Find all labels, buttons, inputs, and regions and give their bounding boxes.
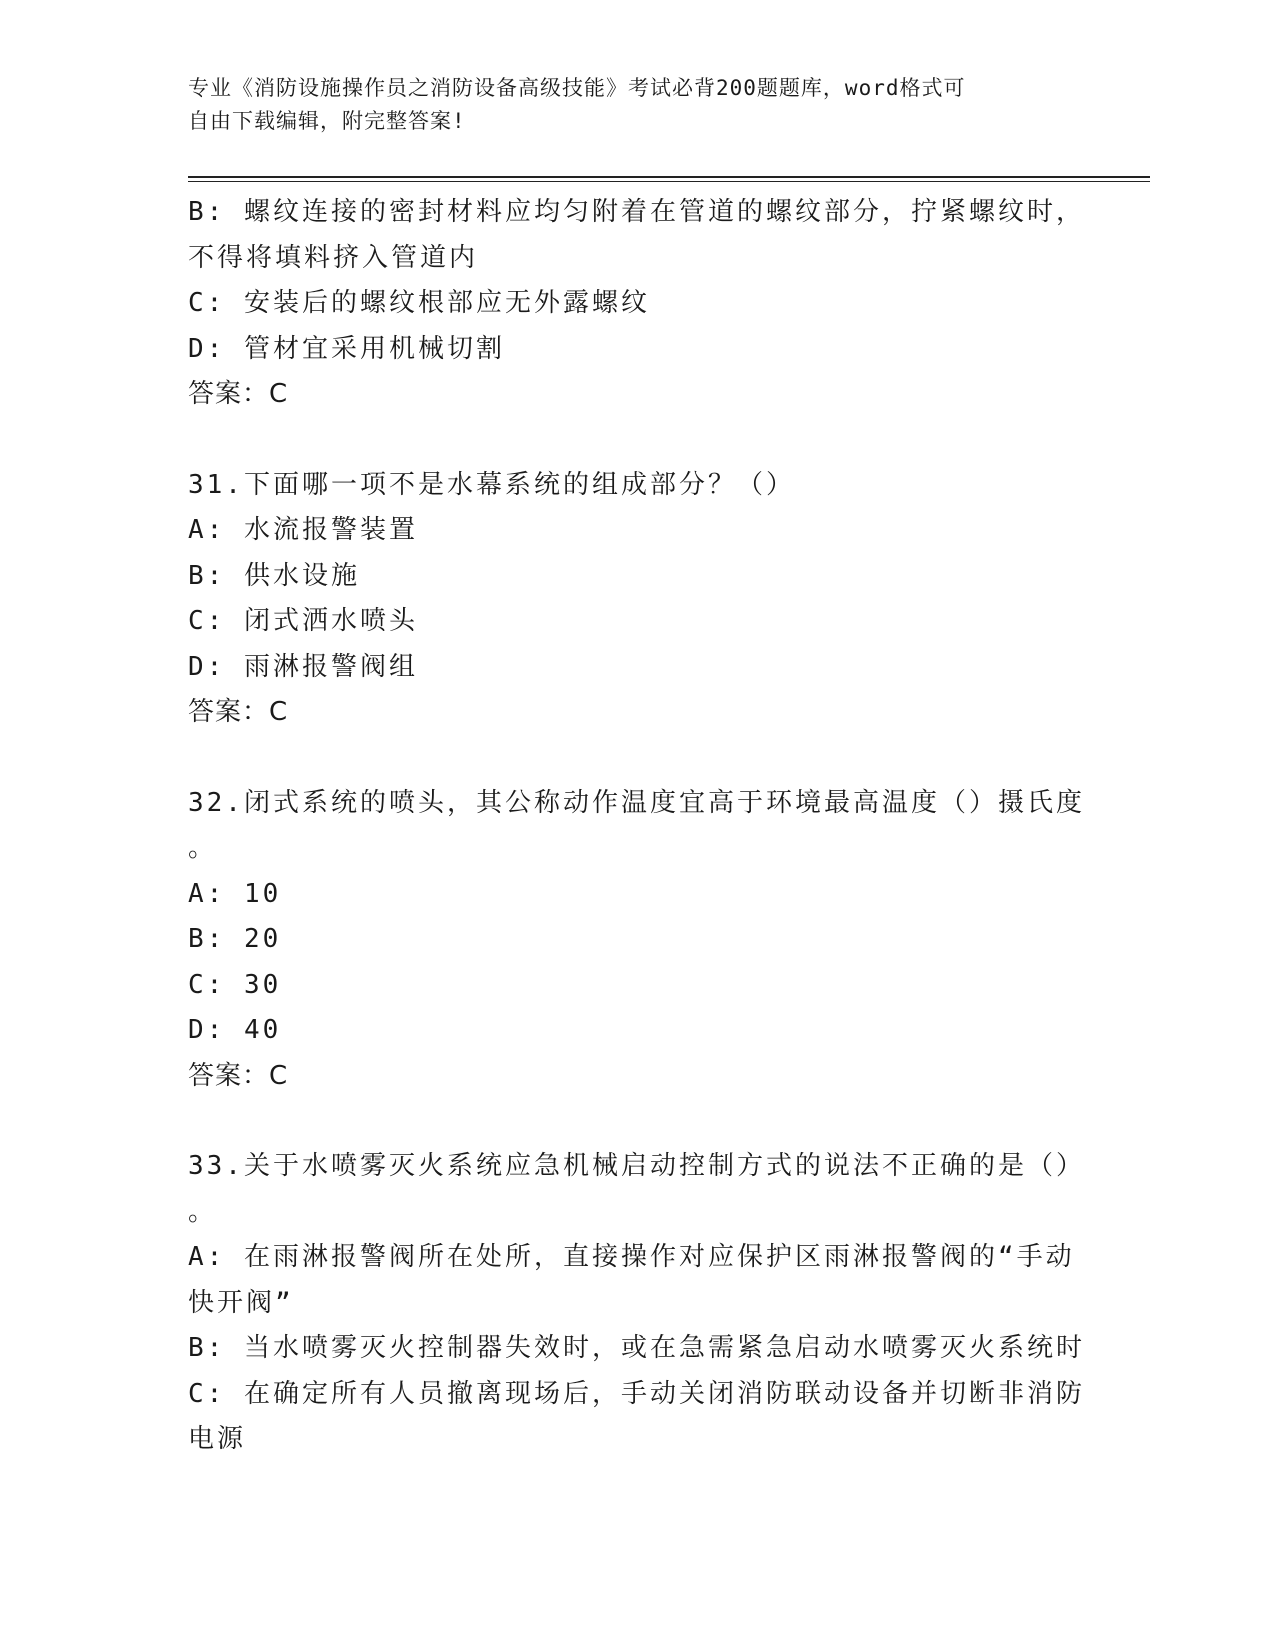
option-d: D: 管材宜采用机械切割 xyxy=(188,333,505,364)
header-divider-thick xyxy=(188,176,1150,178)
question-stem-continued: 。 xyxy=(188,1196,218,1227)
question-list xyxy=(188,190,1085,1463)
answer-label: 答案：C xyxy=(188,379,289,409)
answer-label: 答案：C xyxy=(188,1060,289,1091)
header-line-2: 自由下载编辑，附完整答案! xyxy=(188,109,466,133)
question-stem: 32.闭式系统的喷头，其公称动作温度宜高于环境最高温度（）摄氏度 xyxy=(188,787,1085,818)
option-a: A: 在雨淋报警阀所在处所，直接操作对应保护区雨淋报警阀的“手动 xyxy=(188,1242,1075,1272)
question-stem-continued: 。 xyxy=(188,833,218,863)
option-c: C: 在确定所有人员撤离现场后，手动关闭消防联动设备并切断非消防 xyxy=(188,1378,1085,1409)
option-b: B: 20 xyxy=(188,924,282,954)
option-a: A: 水流报警装置 xyxy=(188,515,418,545)
option-b: B: 螺纹连接的密封材料应均匀附着在管道的螺纹部分，拧紧螺纹时， xyxy=(188,197,1085,227)
option-b-continued: 不得将填料挤入管道内 xyxy=(188,242,479,273)
option-d: D: 40 xyxy=(188,1015,282,1045)
question-stem: 31.下面哪一项不是水幕系统的组成部分？（） xyxy=(188,469,795,500)
header-line-1: 专业《消防设施操作员之消防设备高级技能》考试必背200题题库，word格式可 xyxy=(188,76,966,100)
option-d: D: 雨淋报警阀组 xyxy=(188,651,418,682)
option-a: A: 10 xyxy=(188,878,282,909)
option-c: C: 30 xyxy=(188,969,282,1000)
question-31 xyxy=(188,463,1068,736)
option-c: C: 安装后的螺纹根部应无外露螺纹 xyxy=(188,288,650,318)
document-header xyxy=(188,72,1068,138)
question-32 xyxy=(188,781,1085,1100)
answer-label: 答案：C xyxy=(188,697,289,727)
option-c-continued: 电源 xyxy=(188,1424,247,1454)
question-30-continued xyxy=(188,190,1085,418)
header-divider-thin xyxy=(188,181,1150,182)
option-b: B: 供水设施 xyxy=(188,560,360,591)
option-c: C: 闭式洒水喷头 xyxy=(188,606,418,636)
option-b: B: 当水喷雾灭火控制器失效时，或在急需紧急启动水喷雾灭火系统时 xyxy=(188,1333,1085,1363)
option-a-continued: 快开阀” xyxy=(188,1287,294,1318)
question-stem: 33.关于水喷雾灭火系统应急机械启动控制方式的说法不正确的是（） xyxy=(188,1151,1085,1181)
question-33 xyxy=(188,1144,1085,1463)
